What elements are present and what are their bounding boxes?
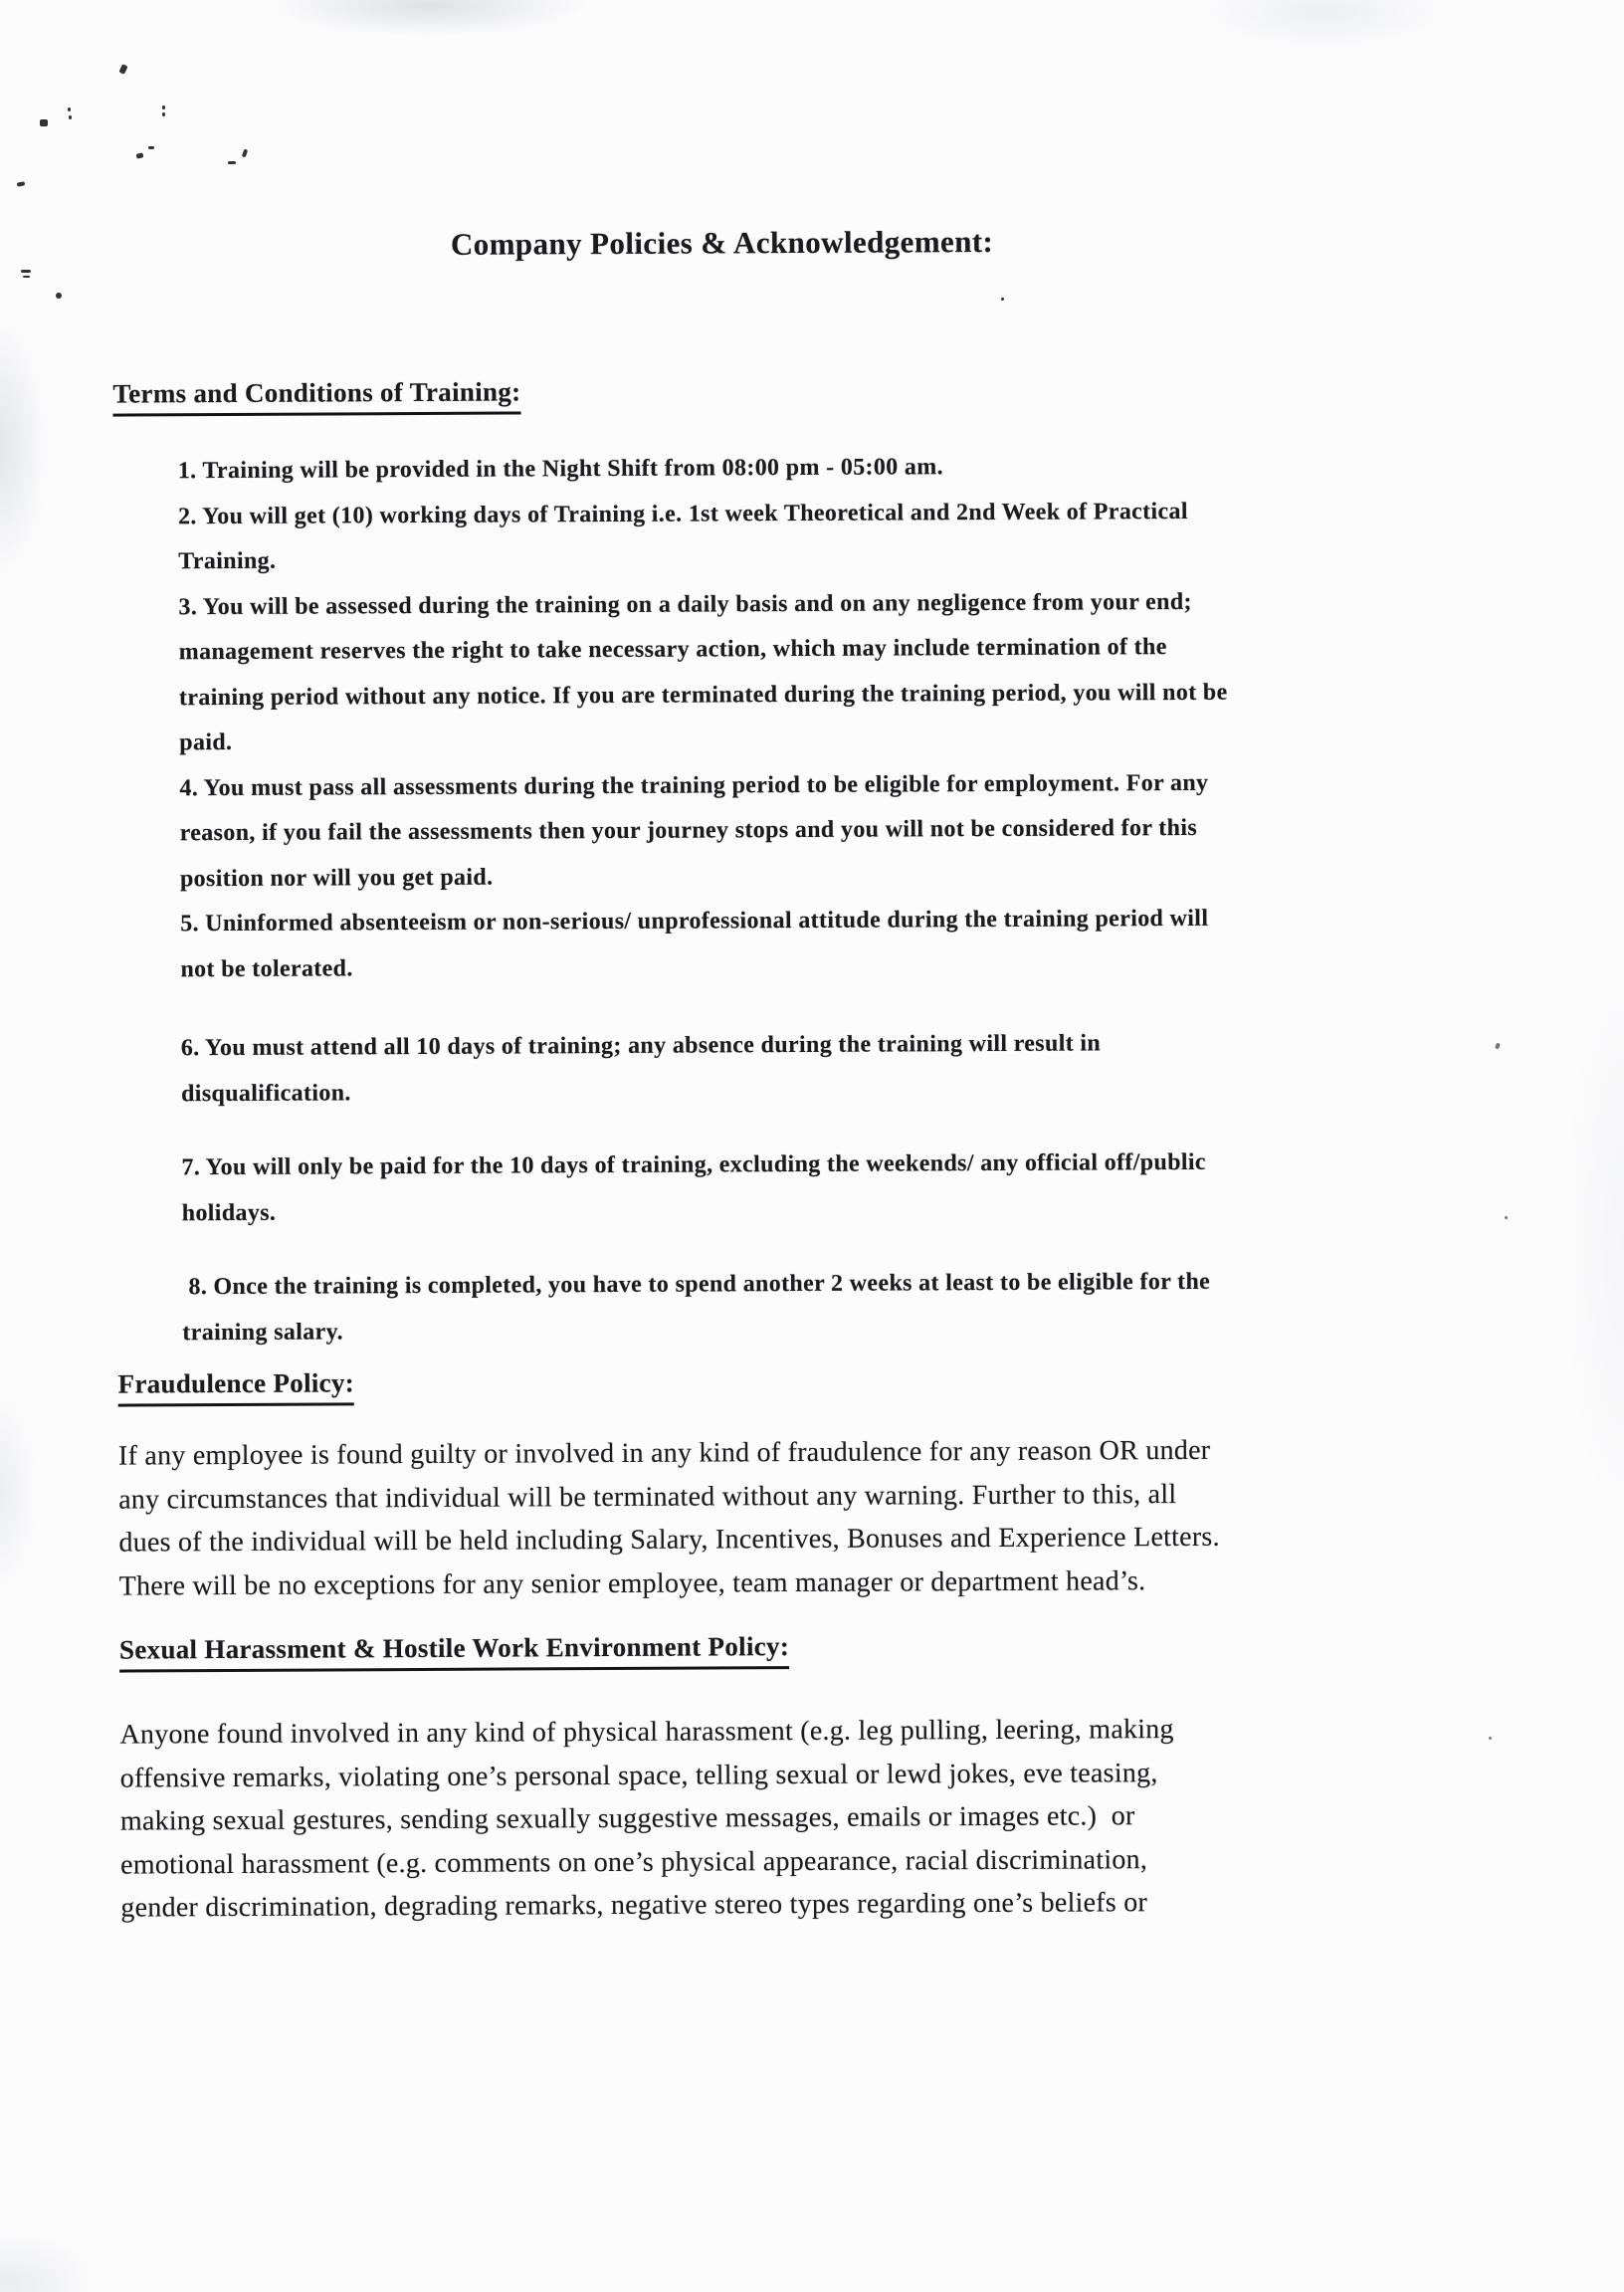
text-line: 6. You must attend all 10 days of training; any absence during the training will result in <box>180 1030 1102 1062</box>
text-line: training salary. <box>182 1318 344 1346</box>
terms-item-8 <box>182 1260 1231 1356</box>
text-line: 3. You will be assessed during the training on a daily basis and on any negligence from your end; <box>178 588 1192 620</box>
section-heading-terms <box>112 376 520 416</box>
text-line: Training. <box>178 547 277 575</box>
text-line: gender discrimination, degrading remarks, negative stereo types regarding one’s beliefs or <box>120 1887 1148 1924</box>
text-line: holidays. <box>181 1199 277 1226</box>
document-title: Company Policies & Acknowledgement: <box>450 223 994 262</box>
terms-item-2 <box>178 489 1227 585</box>
harassment-paragraph <box>119 1708 1174 1930</box>
text-line: If any employee is found guilty or involved in any kind of fraudulence for any reason OR under <box>117 1434 1211 1472</box>
text-line: 7. You will only be paid for the 10 days of training, excluding the weekends/ any official off/public <box>181 1148 1206 1181</box>
text-line: 1. Training will be provided in the Night Shift from 08:00 pm - 05:00 am. <box>177 454 944 485</box>
text-line: Anyone found involved in any kind of physical harassment (e.g. leg pulling, leering, making <box>119 1714 1174 1751</box>
section-heading-harassment-text: Sexual Harassment & Hostile Work Environment Policy: <box>119 1631 789 1673</box>
text-line: dues of the individual will be held including Salary, Incentives, Bonuses and Experience Letters. <box>118 1521 1220 1559</box>
text-line: training period without any notice. If you are terminated during the training period, you will not be <box>178 679 1228 711</box>
section-heading-terms-text: Terms and Conditions of Training: <box>112 376 520 416</box>
fraudulence-paragraph <box>118 1429 1220 1608</box>
terms-item-3 <box>178 579 1228 766</box>
text-line: paid. <box>179 729 233 756</box>
terms-item-6 <box>181 1021 1230 1118</box>
text-line: emotional harassment (e.g. comments on one’s physical appearance, racial discrimination, <box>120 1843 1148 1881</box>
terms-item-4 <box>179 760 1228 902</box>
section-heading-fraudulence <box>118 1367 355 1406</box>
terms-list <box>178 444 1231 1356</box>
text-line: any circumstances that individual will be terminated without any warning. Further to this, all <box>118 1478 1177 1516</box>
terms-item-1 <box>178 444 1227 495</box>
text-line: offensive remarks, violating one’s personal space, telling sexual or lewd jokes, eve teasing, <box>119 1757 1158 1794</box>
text-line: management reserves the right to take necessary action, which may include termination of the <box>178 634 1167 666</box>
terms-item-7 <box>181 1141 1230 1237</box>
text-line: disqualification. <box>181 1079 351 1107</box>
text-line: position nor will you get paid. <box>179 864 494 892</box>
text-line: not be tolerated. <box>180 954 353 982</box>
text-line: 2. You will get (10) working days of Training i.e. 1st week Theoretical and 2nd Week of Practical <box>177 498 1188 529</box>
terms-item-5 <box>180 897 1229 993</box>
section-heading-harassment <box>119 1631 789 1673</box>
text-line: 8. Once the training is completed, you have to spend another 2 weeks at least to be eligible for the <box>182 1268 1211 1301</box>
text-line: 5. Uninformed absenteeism or non-serious/ unprofessional attitude during the training period will <box>180 905 1209 938</box>
text-line: making sexual gestures, sending sexually suggestive messages, emails or images etc.) or <box>119 1800 1135 1837</box>
text-line: There will be no exceptions for any senior employee, team manager or department head’s. <box>118 1564 1146 1602</box>
text-line: 4. You must pass all assessments during the training period to be eligible for employment. For any <box>179 769 1209 801</box>
section-heading-fraudulence-text: Fraudulence Policy: <box>118 1367 355 1406</box>
text-line: reason, if you fail the assessments then your journey stops and you will not be considered for this <box>179 814 1198 847</box>
